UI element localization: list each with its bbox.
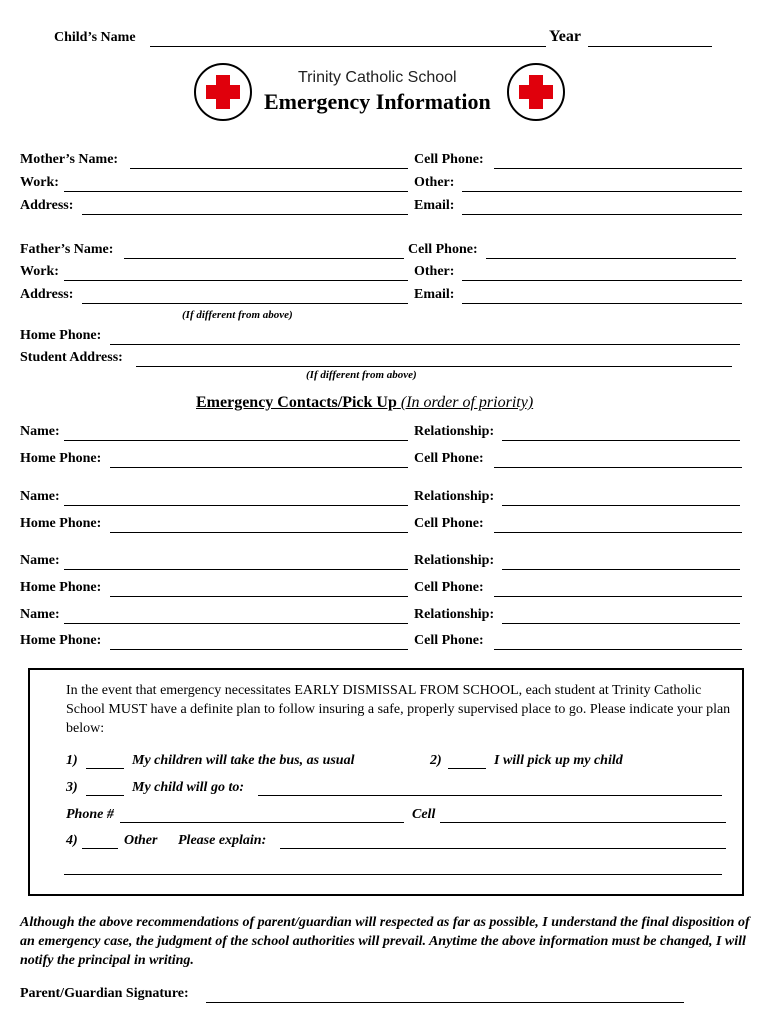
mother-email-field[interactable] <box>462 214 742 215</box>
father-address-note: (If different from above) <box>182 309 293 321</box>
father-email-field[interactable] <box>462 303 742 304</box>
contact-relationship-label: Relationship: <box>414 489 495 504</box>
contacts-heading-note: (In order of priority) <box>400 394 534 411</box>
contact-home-phone-field[interactable] <box>110 596 408 597</box>
contact-name-field[interactable] <box>64 569 408 570</box>
contact-cell-phone-field[interactable] <box>494 649 742 650</box>
contact-relationship-field[interactable] <box>502 505 740 506</box>
signature-field[interactable] <box>206 1002 684 1003</box>
mother-cell-label: Cell Phone: <box>414 152 484 167</box>
father-work-label: Work: <box>20 264 59 279</box>
mother-name-label: Mother’s Name: <box>20 152 119 167</box>
contact-name-field[interactable] <box>64 505 408 506</box>
father-other-field[interactable] <box>462 280 742 281</box>
contact-relationship-field[interactable] <box>502 623 740 624</box>
father-address-label: Address: <box>20 287 74 302</box>
contact-home-phone-field[interactable] <box>110 649 408 650</box>
option-1-number: 1) <box>66 753 78 768</box>
mother-email-label: Email: <box>414 198 455 213</box>
red-cross-icon <box>507 63 565 121</box>
contact-name-field[interactable] <box>64 440 408 441</box>
father-name-label: Father’s Name: <box>20 242 114 257</box>
form-title: Emergency Information <box>264 89 491 114</box>
student-address-field[interactable] <box>136 366 732 367</box>
contact-cell-phone-field[interactable] <box>494 596 742 597</box>
childs-name-field[interactable] <box>150 46 546 47</box>
option-3-blank[interactable] <box>86 795 124 796</box>
father-other-label: Other: <box>414 264 455 279</box>
mother-address-label: Address: <box>20 198 74 213</box>
option-3-phone-field[interactable] <box>120 822 404 823</box>
contact-name-label: Name: <box>20 489 60 504</box>
contact-cell-phone-field[interactable] <box>494 467 742 468</box>
father-address-field[interactable] <box>82 303 408 304</box>
option-4-number: 4) <box>66 833 78 848</box>
year-label: Year <box>549 28 581 45</box>
contact-relationship-field[interactable] <box>502 569 740 570</box>
mother-other-label: Other: <box>414 175 455 190</box>
mother-other-field[interactable] <box>462 191 742 192</box>
contacts-heading-text: Emergency Contacts/Pick Up <box>196 394 397 411</box>
option-3-text: My child will go to: <box>132 780 244 795</box>
option-4-blank[interactable] <box>82 848 118 849</box>
contact-cell-phone-field[interactable] <box>494 532 742 533</box>
contact-name-field[interactable] <box>64 623 408 624</box>
school-name: Trinity Catholic School <box>298 69 457 86</box>
contact-home-phone-label: Home Phone: <box>20 516 102 531</box>
red-cross-icon <box>194 63 252 121</box>
contact-relationship-label: Relationship: <box>414 553 495 568</box>
contact-cell-phone-label: Cell Phone: <box>414 633 484 648</box>
option-4-explain-field[interactable] <box>280 848 726 849</box>
option-3-phone-label: Phone # <box>66 807 114 822</box>
option-1-blank[interactable] <box>86 768 124 769</box>
mother-address-field[interactable] <box>82 214 408 215</box>
option-3-cell-field[interactable] <box>440 822 726 823</box>
student-address-note: (If different from above) <box>306 369 417 381</box>
father-cell-field[interactable] <box>486 258 736 259</box>
contact-relationship-label: Relationship: <box>414 607 495 622</box>
contact-name-label: Name: <box>20 607 60 622</box>
contacts-heading <box>196 394 533 412</box>
option-2-number: 2) <box>430 753 442 768</box>
mother-work-field[interactable] <box>64 191 408 192</box>
contact-cell-phone-label: Cell Phone: <box>414 451 484 466</box>
mother-work-label: Work: <box>20 175 59 190</box>
father-email-label: Email: <box>414 287 455 302</box>
option-4-explain-label: Please explain: <box>178 833 267 848</box>
mother-cell-field[interactable] <box>494 168 742 169</box>
contact-name-label: Name: <box>20 424 60 439</box>
contact-home-phone-label: Home Phone: <box>20 633 102 648</box>
contact-cell-phone-label: Cell Phone: <box>414 516 484 531</box>
father-work-field[interactable] <box>64 280 408 281</box>
option-3-cell-label: Cell <box>412 807 436 822</box>
childs-name-label: Child’s Name <box>54 30 136 45</box>
student-address-label: Student Address: <box>20 350 123 365</box>
father-cell-label: Cell Phone: <box>408 242 478 257</box>
contact-home-phone-label: Home Phone: <box>20 580 102 595</box>
contact-home-phone-label: Home Phone: <box>20 451 102 466</box>
contact-relationship-field[interactable] <box>502 440 740 441</box>
contact-cell-phone-label: Cell Phone: <box>414 580 484 595</box>
home-phone-label: Home Phone: <box>20 328 102 343</box>
option-3-number: 3) <box>66 780 78 795</box>
option-2-blank[interactable] <box>448 768 486 769</box>
year-field[interactable] <box>588 46 712 47</box>
contact-home-phone-field[interactable] <box>110 532 408 533</box>
father-name-field[interactable] <box>124 258 404 259</box>
contact-home-phone-field[interactable] <box>110 467 408 468</box>
contact-relationship-label: Relationship: <box>414 424 495 439</box>
mother-name-field[interactable] <box>130 168 408 169</box>
option-1-text: My children will take the bus, as usual <box>132 753 355 768</box>
option-3-destination-field[interactable] <box>258 795 722 796</box>
signature-label: Parent/Guardian Signature: <box>20 986 189 1001</box>
contact-name-label: Name: <box>20 553 60 568</box>
disclaimer: Although the above recommendations of parent/guardian will respected as far as possible, I understand the final disposition of an emergency case, the judgment of the school authorities will prevail. Anytime the above information must be changed, I will notify the principal in writing. <box>20 915 750 968</box>
option-4-explain-field-line2[interactable] <box>64 874 722 875</box>
option-4-text: Other <box>124 833 158 848</box>
option-2-text: I will pick up my child <box>494 753 623 768</box>
home-phone-field[interactable] <box>110 344 740 345</box>
dismissal-intro: In the event that emergency necessitates EARLY DISMISSAL FROM SCHOOL, each student at Trinity Catholic School MUST have a definite plan to follow insuring a safe, properly supervised place to go. Please indicate your plan below: <box>66 683 731 736</box>
